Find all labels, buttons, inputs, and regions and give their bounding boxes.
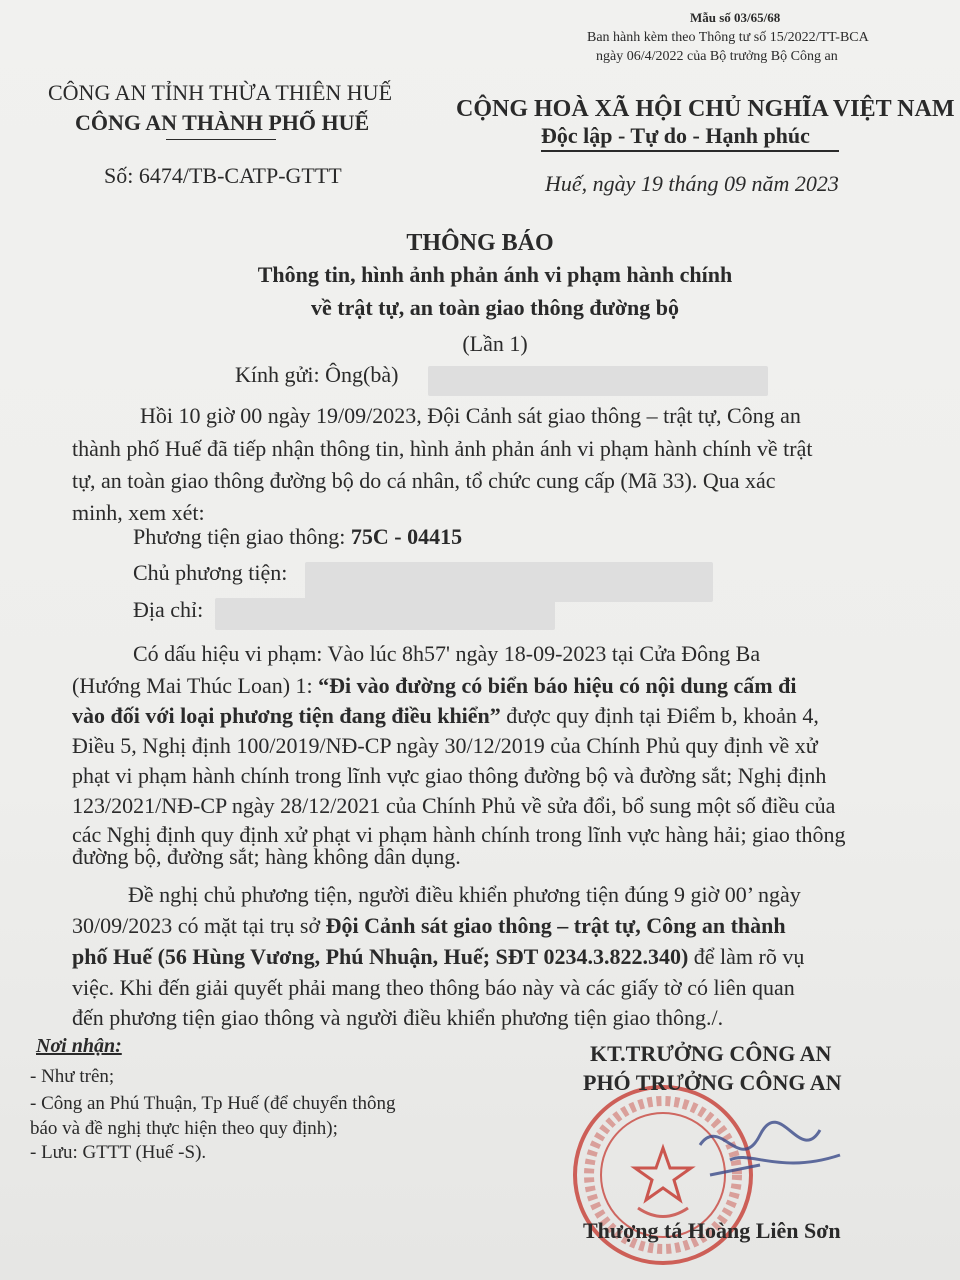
recipient-item: - Công an Phú Thuận, Tp Huế (để chuyển thông (30, 1093, 396, 1114)
para2-text: được quy định tại Điểm b, khoản 4, (500, 703, 819, 728)
violation-description: “Đi vào đường có biển báo hiệu có nội dung cấm đi (318, 673, 797, 698)
office-address: phố Huế (56 Hùng Vương, Phú Nhuận, Huế; SĐT 0234.3.822.340) (72, 944, 689, 969)
document-title: THÔNG BÁO (406, 230, 554, 256)
vehicle-field (133, 524, 462, 550)
para2-line: Có dấu hiệu vi phạm: Vào lúc 8h57' ngày 18-09-2023 tại Cửa Đông Ba (133, 641, 761, 666)
para1-line: tự, an toàn giao thông đường bộ do cá nhân, tổ chức cung cấp (Mã 33). Qua xác (72, 468, 776, 493)
para2-line: các Nghị định quy định xử phạt vi phạm hành chính trong lĩnh vực hàng hải; giao thông (72, 822, 846, 847)
para3-line: việc. Khi đến giải quyết phải mang theo thông báo này và các giấy tờ có liên quan (72, 975, 795, 1000)
recipient-item: - Lưu: GTTT (Huế -S). (30, 1142, 207, 1163)
document-subtitle-2: về trật tự, an toàn giao thông đường bộ (310, 295, 679, 320)
signatory-title-1: KT.TRƯỞNG CÔNG AN (590, 1041, 832, 1066)
recipient-item: báo và đề nghị thực hiện theo quy định); (30, 1118, 338, 1139)
agency-parent: CÔNG AN TỈNH THỪA THIÊN HUẾ (48, 80, 393, 105)
redacted-owner (305, 562, 713, 602)
form-issued-by: Ban hành kèm theo Thông tư số 15/2022/TT-BCA (587, 30, 869, 45)
para3-text: 30/09/2023 có mặt tại trụ sở (72, 913, 326, 938)
para2-line (72, 703, 907, 729)
para1-line: Hồi 10 giờ 00 ngày 19/09/2023, Đội Cảnh sát giao thông – trật tự, Công an (140, 403, 801, 428)
nation-motto: Độc lập - Tự do - Hạnh phúc (541, 123, 810, 148)
place-date: Huế, ngày 19 tháng 09 năm 2023 (545, 171, 839, 196)
violation-description: vào đối với loại phương tiện đang điều khiển” (72, 703, 501, 728)
document-number: Số: 6474/TB-CATP-GTTT (104, 163, 342, 188)
vehicle-label: Phương tiện giao thông: (133, 524, 351, 549)
para2-line: phạt vi phạm hành chính trong lĩnh vực giao thông đường bộ và đường sắt; Nghị định (72, 763, 827, 788)
signatory-name: Thượng tá Hoàng Liên Sơn (583, 1218, 841, 1243)
redacted-address (215, 598, 555, 630)
para3-line: Đề nghị chủ phương tiện, người điều khiển phương tiện đúng 9 giờ 00’ ngày (128, 882, 801, 907)
form-issued-date: ngày 06/4/2022 của Bộ trưởng Bộ Công an (596, 49, 838, 64)
para1-line: thành phố Huế đã tiếp nhận thông tin, hình ảnh phản ánh vi phạm hành chính về trật (72, 436, 813, 461)
form-number: Mẫu số 03/65/68 (690, 10, 781, 25)
owner-label: Chủ phương tiện: (133, 560, 288, 585)
notice-round: (Lần 1) (462, 331, 528, 356)
office-name: Đội Cảnh sát giao thông – trật tự, Công an thành (325, 913, 786, 938)
license-plate: 75C - 04415 (350, 524, 463, 549)
redacted-recipient (428, 366, 768, 396)
para2-line: Điều 5, Nghị định 100/2019/NĐ-CP ngày 30/12/2019 của Chính Phủ quy định về xử (72, 733, 818, 758)
para1-line: minh, xem xét: (72, 500, 205, 525)
para2-text: (Hướng Mai Thúc Loan) 1: (72, 673, 319, 698)
greeting: Kính gửi: Ông(bà) (235, 362, 399, 387)
para3-line (72, 944, 907, 970)
signatory-title-2: PHÓ TRƯỞNG CÔNG AN (583, 1070, 842, 1095)
recipient-item: - Như trên; (30, 1066, 115, 1087)
para3-line: đến phương tiện giao thông và người điều khiển phương tiện giao thông./. (72, 1005, 724, 1030)
agency-name: CÔNG AN THÀNH PHỐ HUẾ (75, 110, 370, 135)
para3-line (72, 913, 907, 939)
document-subtitle-1: Thông tin, hình ảnh phản ánh vi phạm hành chính (257, 262, 733, 287)
nation-title: CỘNG HOÀ XÃ HỘI CHỦ NGHĨA VIỆT NAM (456, 96, 955, 122)
para2-line: đường bộ, đường sắt; hàng không dân dụng. (72, 844, 461, 869)
para3-text: để làm rõ vụ (688, 944, 805, 969)
para2-line (72, 673, 907, 699)
agency-underline (166, 139, 276, 140)
recipients-heading: Nơi nhận: (36, 1035, 122, 1057)
motto-underline (541, 150, 839, 152)
para2-line: 123/2021/NĐ-CP ngày 28/12/2021 của Chính Phủ về sửa đổi, bổ sung một số điều của (72, 793, 836, 818)
address-label: Địa chỉ: (133, 597, 204, 622)
signature-icon (690, 1105, 860, 1205)
